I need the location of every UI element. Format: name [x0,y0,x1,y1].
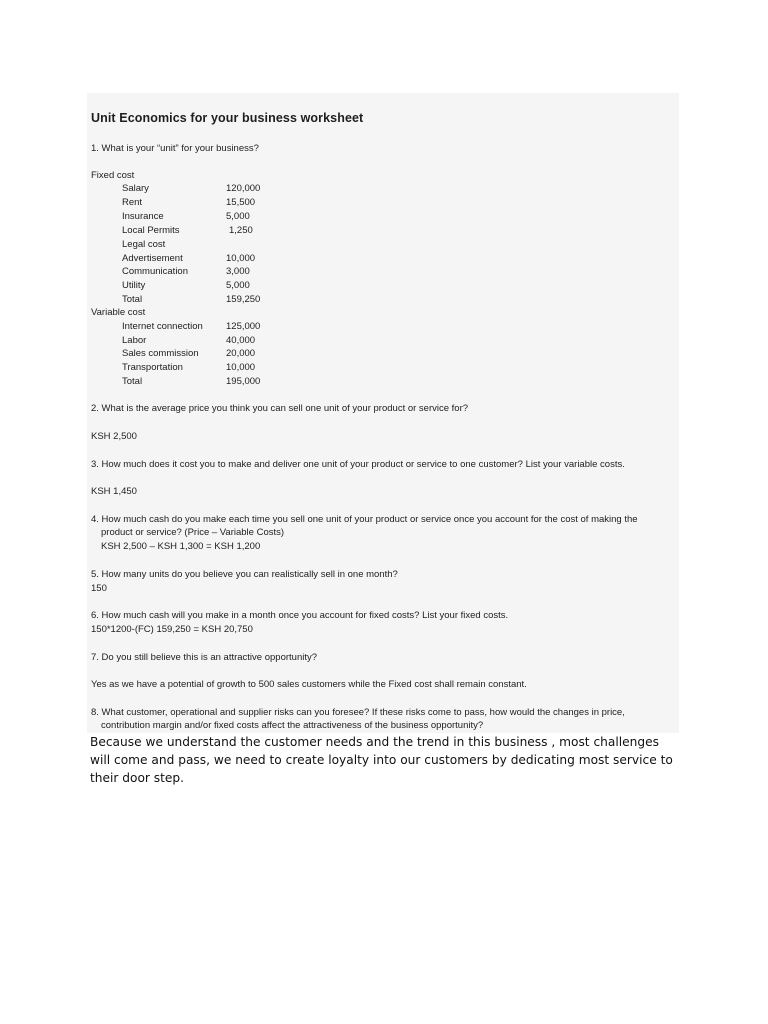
question-8 [91,706,679,732]
worksheet-panel [87,93,679,733]
fixed-cost-label: Legal cost [122,239,166,250]
question-2: 2. What is the average price you think you can sell one unit of your product or service for? [91,403,469,414]
fixed-cost-value: 15,500 [226,197,256,208]
fixed-cost-label: Salary [122,183,149,194]
fixed-cost-row [122,224,253,237]
fixed-cost-label: Total [122,294,143,305]
variable-cost-row [122,347,255,360]
fixed-cost-row [122,238,226,251]
variable-cost-value: 40,000 [226,335,256,346]
question-1: 1. What is your “unit” for your business? [91,143,259,154]
fixed-cost-row [122,210,250,223]
variable-cost-label: Sales commission [122,348,199,359]
variable-cost-row [122,361,255,374]
fixed-cost-value: 3,000 [226,266,250,277]
variable-cost-total-row [122,375,260,388]
fixed-cost-label: Insurance [122,211,164,222]
variable-cost-label: Transportation [122,362,183,373]
question-4-line-1: 4. How much cash do you make each time you sell one unit of your product or service once you account for the cost of making the [91,514,638,525]
variable-cost-value: 10,000 [226,362,256,373]
question-8-line-2: contribution margin and/or fixed costs affect the attractiveness of the business opportunity? [101,720,484,731]
question-7: 7. Do you still believe this is an attractive opportunity? [91,652,318,663]
variable-cost-row [122,334,255,347]
fixed-cost-label: Rent [122,197,143,208]
fixed-cost-row [122,196,255,209]
variable-cost-value: 20,000 [226,348,256,359]
fixed-cost-row [122,252,255,265]
fixed-cost-row [122,279,250,292]
fixed-cost-value: 5,000 [226,280,250,291]
question-5: 5. How many units do you believe you can realistically sell in one month? [91,569,398,580]
variable-cost-value: 195,000 [226,376,261,387]
question-8-line-1: 8. What customer, operational and supplier risks can you foresee? If these risks come to pass, how would the changes in price, [91,707,625,718]
answer-8-text: Because we understand the customer needs and the trend in this business , most challenges will come and pass, we need to create loyalty into our customers by dedicating most service to their door step. [90,735,673,785]
answer-4: KSH 2,500 – KSH 1,300 = KSH 1,200 [101,541,261,552]
fixed-cost-value: 120,000 [226,183,261,194]
question-3: 3. How much does it cost you to make and deliver one unit of your product or service to one customer? List your variable costs. [91,459,625,470]
variable-cost-label: Labor [122,335,147,346]
fixed-cost-row [122,265,250,278]
fixed-cost-value: 159,250 [226,294,261,305]
variable-cost-heading: Variable cost [91,307,146,318]
variable-cost-row [122,320,260,333]
fixed-cost-value: 10,000 [226,253,256,264]
variable-cost-label: Internet connection [122,321,203,332]
fixed-cost-heading: Fixed cost [91,170,135,181]
question-6: 6. How much cash will you make in a month once you account for fixed costs? List your fixed costs. [91,610,509,621]
variable-cost-label: Total [122,376,143,387]
fixed-cost-row [122,182,260,195]
worksheet-title: Unit Economics for your business worksheet [91,111,364,125]
fixed-cost-label: Communication [122,266,188,277]
question-4-line-2: product or service? (Price – Variable Costs) [101,527,285,538]
answer-6: 150*1200-(FC) 159,250 = KSH 20,750 [91,624,253,635]
fixed-cost-label: Local Permits [122,225,180,236]
answer-7: Yes as we have a potential of growth to 500 sales customers while the Fixed cost shall remain constant. [91,679,527,690]
variable-cost-value: 125,000 [226,321,261,332]
answer-3: KSH 1,450 [91,486,137,497]
question-4 [91,513,679,539]
answer-2: KSH 2,500 [91,431,137,442]
fixed-cost-value: 1,250 [229,225,253,236]
fixed-cost-label: Advertisement [122,253,183,264]
answer-5: 150 [91,583,107,594]
fixed-cost-value: 5,000 [226,211,250,222]
fixed-cost-total-row [122,293,260,306]
fixed-cost-label: Utility [122,280,146,291]
